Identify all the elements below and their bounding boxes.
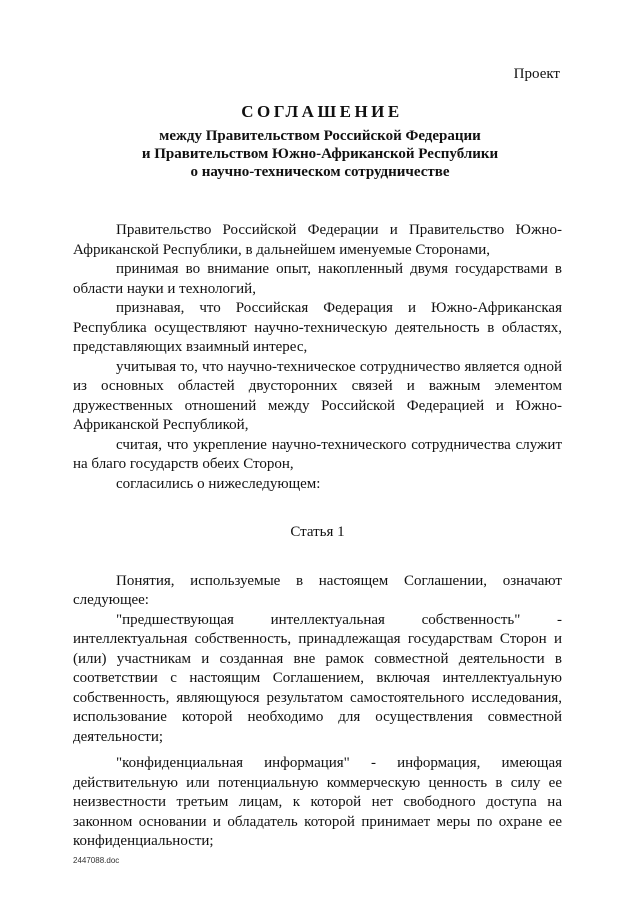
article-paragraph: "конфиденциальная информация" - информация, имеющая действительную или потенциальную коммерческую ценность в силу ее неизвестности третьим лицам, к которой нет свободного доступа на законном основании и обладатель которой принимает меры по охране ее конфиденциальности; bbox=[73, 755, 562, 849]
article-paragraph: Понятия, используемые в настоящем Соглашении, означают следующее: bbox=[73, 572, 562, 608]
subtitle-line: о научно-техническом сотрудничестве bbox=[190, 164, 450, 180]
preamble-paragraph: принимая во внимание опыт, накопленный двумя государствами в области науки и технологий, bbox=[73, 261, 562, 297]
preamble-paragraph: согласились о нижеследующем: bbox=[116, 475, 321, 492]
draft-label: Проект bbox=[513, 66, 560, 82]
subtitle-line: и Правительством Южно-Африканской Республики bbox=[141, 146, 499, 162]
article-paragraph: "предшествующая интеллектуальная собственность" - интеллектуальная собственность, принадлежащая государствам Сторон и (или) участникам и созданная вне рамок совместной деятельности в соответствии с настоящим Соглашением, включая интеллектуальную собственность, являющуюся результатом самостоятельного исследования, использование которой необходимо для осуществления совместной деятельности; bbox=[73, 611, 562, 745]
preamble-paragraph: Правительство Российской Федерации и Правительство Южно-Африканской Республики, в дальнейшем именуемые Сторонами, bbox=[73, 222, 562, 258]
preamble-paragraph: признавая, что Российская Федерация и Южно-Африканская Республика осуществляют научно-техническую деятельность в областях, представляющих взаимный интерес, bbox=[73, 300, 562, 355]
document-subtitle bbox=[0, 127, 640, 181]
preamble-paragraph: считая, что укрепление научно-технического сотрудничества служит на благо государств обеих Сторон, bbox=[73, 436, 562, 472]
subtitle-line: между Правительством Российской Федерации bbox=[159, 128, 481, 144]
document-body bbox=[73, 221, 562, 852]
article-heading: Статья 1 bbox=[290, 524, 345, 540]
document-id: 2447088.doc bbox=[73, 856, 120, 865]
preamble-paragraph: учитывая то, что научно-техническое сотрудничество является одной из основных областей двусторонних связей и важным элементом дружественных отношений между Российской Федерацией и Южно-Африканской Республикой, bbox=[73, 358, 562, 433]
document-title: СОГЛАШЕНИЕ bbox=[241, 102, 403, 121]
